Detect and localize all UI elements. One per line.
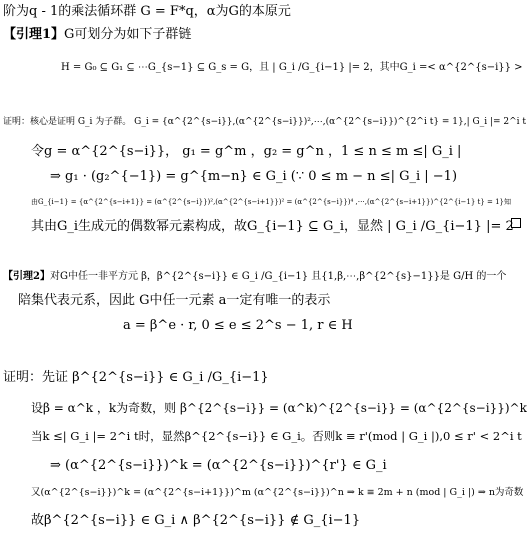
lemma2-proof-line-5: 又(α^{2^{s−i}})^k = (α^{2^{s−i+1}})^m (α^{2^{s−i}})^n ⇒ k ≡ 2m + n (mod | G_i |) ⇒ n为奇数 <box>31 487 524 498</box>
lemma1-heading <box>3 27 191 43</box>
qed-box-icon <box>511 218 521 228</box>
lemma2-label: 【引理2】 <box>3 271 50 282</box>
lemma1-proof-line-5: 其由G_i生成元的偶数幂元素构成，故G_{i−1} ⊆ G_i，显然 | G_i /G_{i−1} |= 2 <box>31 219 514 234</box>
lemma2-statement-cont: 陪集代表元系，因此 G中任一元素 a一定有唯一的表示 <box>18 293 331 308</box>
lemma2-heading <box>3 269 506 285</box>
lemma1-proof-line-1: 证明：核心是证明 G_i 为子群。 G_i = {α^{2^{s−i}},(α^{2^{s−i}})²,⋯,(α^{2^{s−i}})^{2^i t} = 1},| G_i |= 2^i t <box>3 117 526 127</box>
subgroup-chain-formula: H = G₀ ⊆ G₁ ⊆ ⋯G_{s−1} ⊆ G_s = G，且 | G_i /G_{i−1} |= 2，其中G_i =< α^{2^{s−i}} > <box>61 62 523 73</box>
lemma1-label: 【引理1】 <box>3 27 65 42</box>
lemma1-proof-line-4: 由G_{i−1} = {α^{2^{s−i+1}} = (α^{2^{s−i}})²,(α^{2^{s−i+1}})² = (α^{2^{s−i}})⁴ ,⋯,(α^{2^{s−i+1}})^{2^{i−1} t} = 1}知 <box>31 198 512 206</box>
lemma2-proof-line-3: 当k ≤| G_i |= 2^i t时，显然β^{2^{s−i}} ∈ G_i。否则k ≡ r'(mod | G_i |),0 ≤ r' < 2^i t <box>31 429 522 443</box>
lemma2-proof-line-4: ⇒ (α^{2^{s−i}})^k = (α^{2^{s−i}})^{r'} ∈ G_i <box>50 458 387 473</box>
lemma2-proof-line-2: 设β = α^k ，k为奇数，则 β^{2^{s−i}} = (α^k)^{2^{s−i}} = (α^{2^{s−i}})^k <box>31 401 527 415</box>
lemma2-statement: 对G中任一非平方元 β，β^{2^{s−i}} ∈ G_i /G_{i−1} 且{1,β,⋯,β^{2^{s}−1}}是 G/H 的一个 <box>49 271 507 282</box>
lemma2-proof-line-6: 故β^{2^{s−i}} ∈ G_i ∧ β^{2^{s−i}} ∉ G_{i−1} <box>31 513 361 528</box>
lemma1-statement: G可划分为如下子群链 <box>64 27 192 42</box>
lemma1-proof-line-3: ⇒ g₁ · (g₂^{−1}) = g^{m−n} ∈ G_i (∵ 0 ≤ m − n ≤| G_i | −1) <box>50 169 458 184</box>
unique-representation-formula: a = β^e · r, 0 ≤ e ≤ 2^s − 1, r ∈ H <box>123 318 353 333</box>
lemma2-proof-line-1: 证明：先证 β^{2^{s−i}} ∈ G_i /G_{i−1} <box>3 370 269 385</box>
lemma1-proof-line-2: 令g = α^{2^{s−i}}， g₁ = g^m ，g₂ = g^n ，1 ≤ n ≤ m ≤| G_i | <box>31 144 462 159</box>
intro-text: 阶为q - 1的乘法循环群 G = F*q，α为G的本原元 <box>3 4 291 19</box>
